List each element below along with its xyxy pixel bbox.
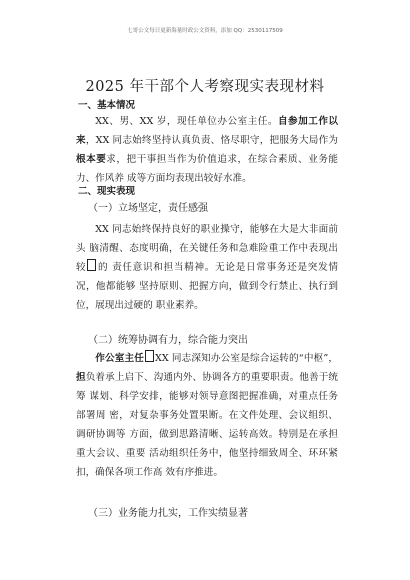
para-text: 的 责任意识和担当精神。无论是日常事务还是突发情况，他都能够 坚持原则、把握方向，做到令行禁止、执行到位，展现出过硬的 职业素养。 bbox=[76, 262, 338, 311]
paragraph-coordination bbox=[76, 349, 338, 482]
para-bold-text: 自参加工作以来 bbox=[76, 116, 339, 146]
missing-glyph-box bbox=[145, 350, 154, 362]
para-text: XX、男、XX 岁，现任单位办公室主任。 bbox=[95, 116, 278, 127]
document-title: 2025 年干部个人考察现实表现材料 bbox=[85, 79, 325, 95]
para-text: 求，把干事担当作为价值追求，在综合素质、业务能力、作风养 成等方面均表现出较好水准。 bbox=[76, 154, 339, 184]
subheading-coordination: （二）统筹协调有力，综合能力突出 bbox=[88, 335, 248, 346]
para-bold-text: 担 bbox=[76, 372, 86, 383]
para-text: ，XX 同志始终坚持认真负责、恪尽职守，把服务大局作为 bbox=[85, 135, 338, 146]
section-heading-performance: 二、现实表现 bbox=[78, 186, 136, 197]
missing-glyph-box bbox=[87, 259, 96, 271]
para-bold-text: 根本要 bbox=[76, 154, 107, 165]
header-note: 七哥公文每日更新海量时政公文资料，添加 QQ：2530117509 bbox=[127, 28, 283, 34]
paragraph-basic-info bbox=[76, 112, 338, 188]
section-heading-basic: 一、基本情况 bbox=[78, 100, 136, 111]
subheading-business-capability: （三）业务能力扎实，工作实绩显著 bbox=[88, 508, 248, 519]
para-text: XX 同志始终保持良好的职业操守，能够在大是大非面前头 脑清醒、态度明确，在关键任务和急难险重工作中表现出较 bbox=[76, 224, 338, 273]
para-text: XX 同志深知办公室是综合运转的“中枢”， bbox=[155, 353, 339, 364]
para-bold-text: 作 bbox=[95, 353, 105, 364]
subheading-political-stance: （一）立场坚定，责任感强 bbox=[88, 203, 208, 214]
para-bold-text: 公室主任 bbox=[104, 353, 144, 364]
para-text: 负着承上启下、沟通内外、协调各方的重要职责。他善于统筹 谋划、科学安排，能够对领导意图把握准确，对重点任务部署周 密，对复杂事务处置果断。在文件处理、会议组织、调研协调等 方面，做到思路清晰、运转高效。特别是在承担重大会议、重要 活动组织任务中，他坚持细致周全、环环紧扣，确保各项工作高 效有序推进。 bbox=[76, 372, 339, 478]
paragraph-political-stance bbox=[76, 220, 338, 315]
